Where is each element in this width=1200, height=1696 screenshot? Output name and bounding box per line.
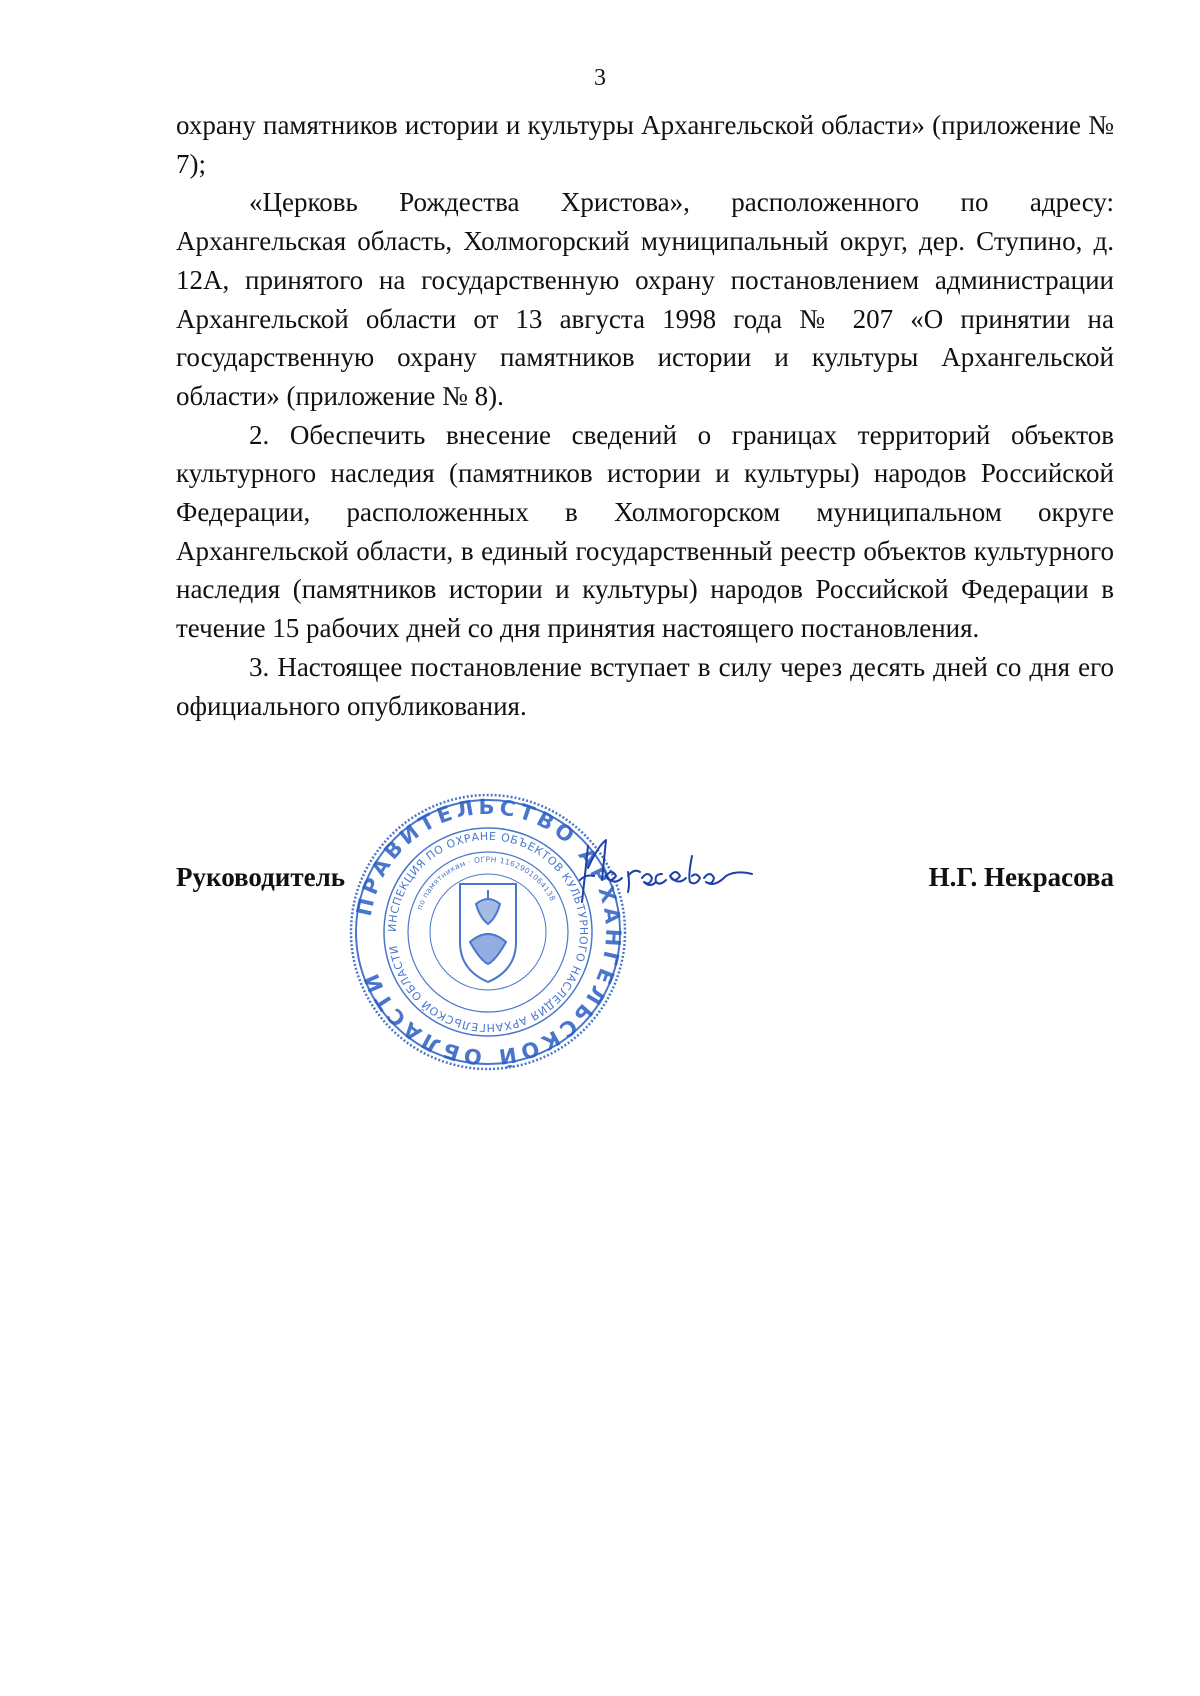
page-number: 3 [594, 65, 606, 91]
coat-of-arms-icon [460, 884, 516, 982]
paragraph-item-3: 3. Настоящее постановление вступает в силу через десять дней со дня его официального опубликования. [176, 651, 1114, 721]
signatory-name: Н.Г. Некрасова [928, 862, 1114, 892]
official-seal-stamp [348, 792, 628, 1072]
stamp-inner-text: по памятникам · ОГРН 1162901064138 [414, 854, 558, 912]
signatory-title: Руководитель [176, 862, 346, 892]
paragraph-item-2: 2. Обеспечить внесение сведений о границах территорий объектов культурного наследия (памятников истории и культуры) народов Российской Федерации, расположенных в Холмогорском муниципальном округе Архангельской области, в единый государственный реестр объектов культурного наследия (памятников истории и культуры) народов Российской Федерации в течение 15 рабочих дней со дня принятия настоящего постановления. [176, 419, 1114, 644]
document-body [176, 106, 1114, 725]
handwritten-signature [576, 838, 756, 908]
paragraph-church-object: «Церковь Рождества Христова», расположенного по адресу: Архангельская область, Холмогорский муниципальный округ, дер. Ступино, д. 12А, принятого на государственную охрану постановлением администрации Архангельской области от 13 августа 1998 года № 207 «О принятии на государственную охрану памятников истории и культуры Архангельской области» (приложение № 8). [176, 187, 1114, 411]
stamp-outer-text: ПРАВИТЕЛЬСТВО АРХАНГЕЛЬСКОЙ ОБЛАСТИ [351, 794, 626, 1070]
stamp-middle-text: ИНСПЕКЦИЯ ПО ОХРАНЕ ОБЪЕКТОВ КУЛЬТУРНОГО НАСЛЕДИЯ АРХАНГЕЛЬСКОЙ ОБЛАСТИ [385, 829, 591, 1035]
paragraph-continuation: охрану памятников истории и культуры Архангельской области» (приложение № 7); [176, 110, 1114, 179]
